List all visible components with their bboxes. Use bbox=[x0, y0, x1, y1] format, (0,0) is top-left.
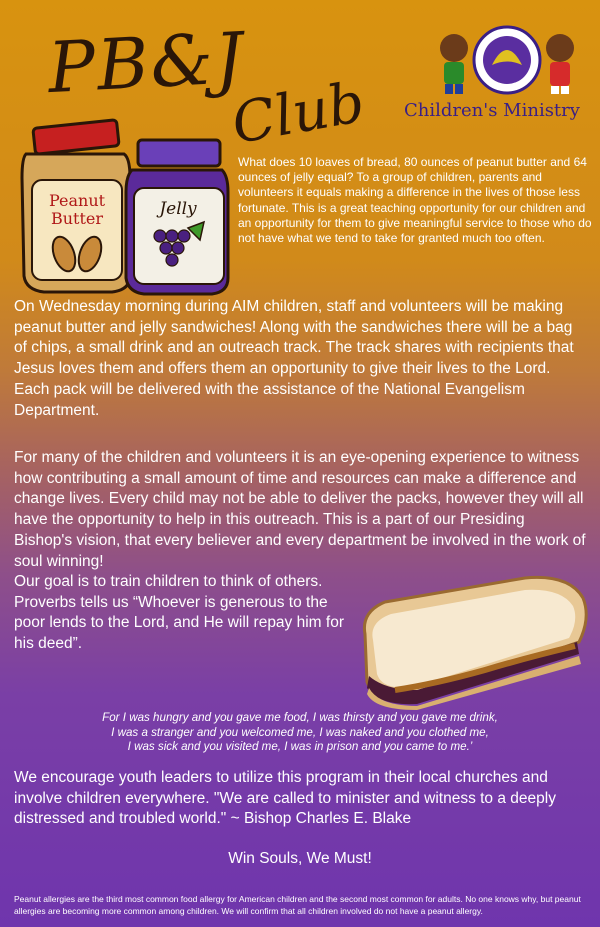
ministry-logo bbox=[432, 20, 582, 100]
signoff: Win Souls, We Must! bbox=[228, 850, 372, 867]
peanut-label-2: Butter bbox=[50, 209, 104, 228]
scripture-quote bbox=[20, 711, 580, 755]
title-pbj: PB&J bbox=[45, 16, 247, 110]
title-club: Club bbox=[227, 69, 370, 158]
sandwich-photo bbox=[355, 572, 593, 710]
quote-line-3: I was sick and you visited me, I was in prison and you came to me.’ bbox=[127, 740, 473, 754]
ministry-name: Children's Ministry bbox=[404, 100, 580, 121]
paragraph-encourage: We encourage youth leaders to utilize this program in their local churches and involve children everywhere. "We are called to minister and witness to a deeply distressed and troubled world." ~ Bishop Charles E. Blake bbox=[14, 769, 556, 828]
paragraph-experience: For many of the children and volunteers it is an eye-opening experience to witness how contributing a small amount of time and resources can make a difference and change lives. Every child may not be able to deliver the packs, however they will all have the opportunity to help in this outreach. This is a part of our Presiding Bishop's vision, that every believer and every department be involved in the work of soul winning! bbox=[14, 449, 586, 570]
paragraph-aim: On Wednesday morning during AIM children, staff and volunteers will be making peanut butter and jelly sandwiches! Along with the sandwiches there will be a bag of chips, a small drink and an outreach track. The track shares with recipients that Jesus loves them and offers them an opportunity to give their lives to the Lord. Each pack will be delivered with the assistance of the National Evangelism Department. bbox=[14, 298, 574, 419]
jelly-label: Jelly bbox=[159, 199, 197, 219]
peanut-label-1: Peanut bbox=[48, 191, 106, 210]
quote-line-1: For I was hungry and you gave me food, I was thirsty and you gave me drink, bbox=[102, 711, 498, 724]
paragraph-goal: Our goal is to train children to think of others. Proverbs tells us “Whoever is generous to the poor lends to the Lord, and He will repay him for his deed”. bbox=[14, 573, 344, 653]
intro-text: What does 10 loaves of bread, 80 ounces of peanut butter and 64 ounces of jelly equal? To a group of children, parents and volunteers it equals making a difference in the lives of those less fortunate. This is a great teaching opportunity for our children and an opportunity for them to give meaningful service to those who do not have what we tend to take for granted much too often. bbox=[238, 155, 592, 246]
quote-line-2: I was a stranger and you welcomed me, I was naked and you clothed me, bbox=[111, 725, 489, 739]
pbj-jars-illustration bbox=[14, 118, 234, 300]
allergy-footnote: Peanut allergies are the third most common food allergy for American children and the second most common for adults. No one knows why, but peanut allergies are becoming more common among children. We will confirm that all children involved do not have a peanut allergy. bbox=[14, 894, 581, 916]
